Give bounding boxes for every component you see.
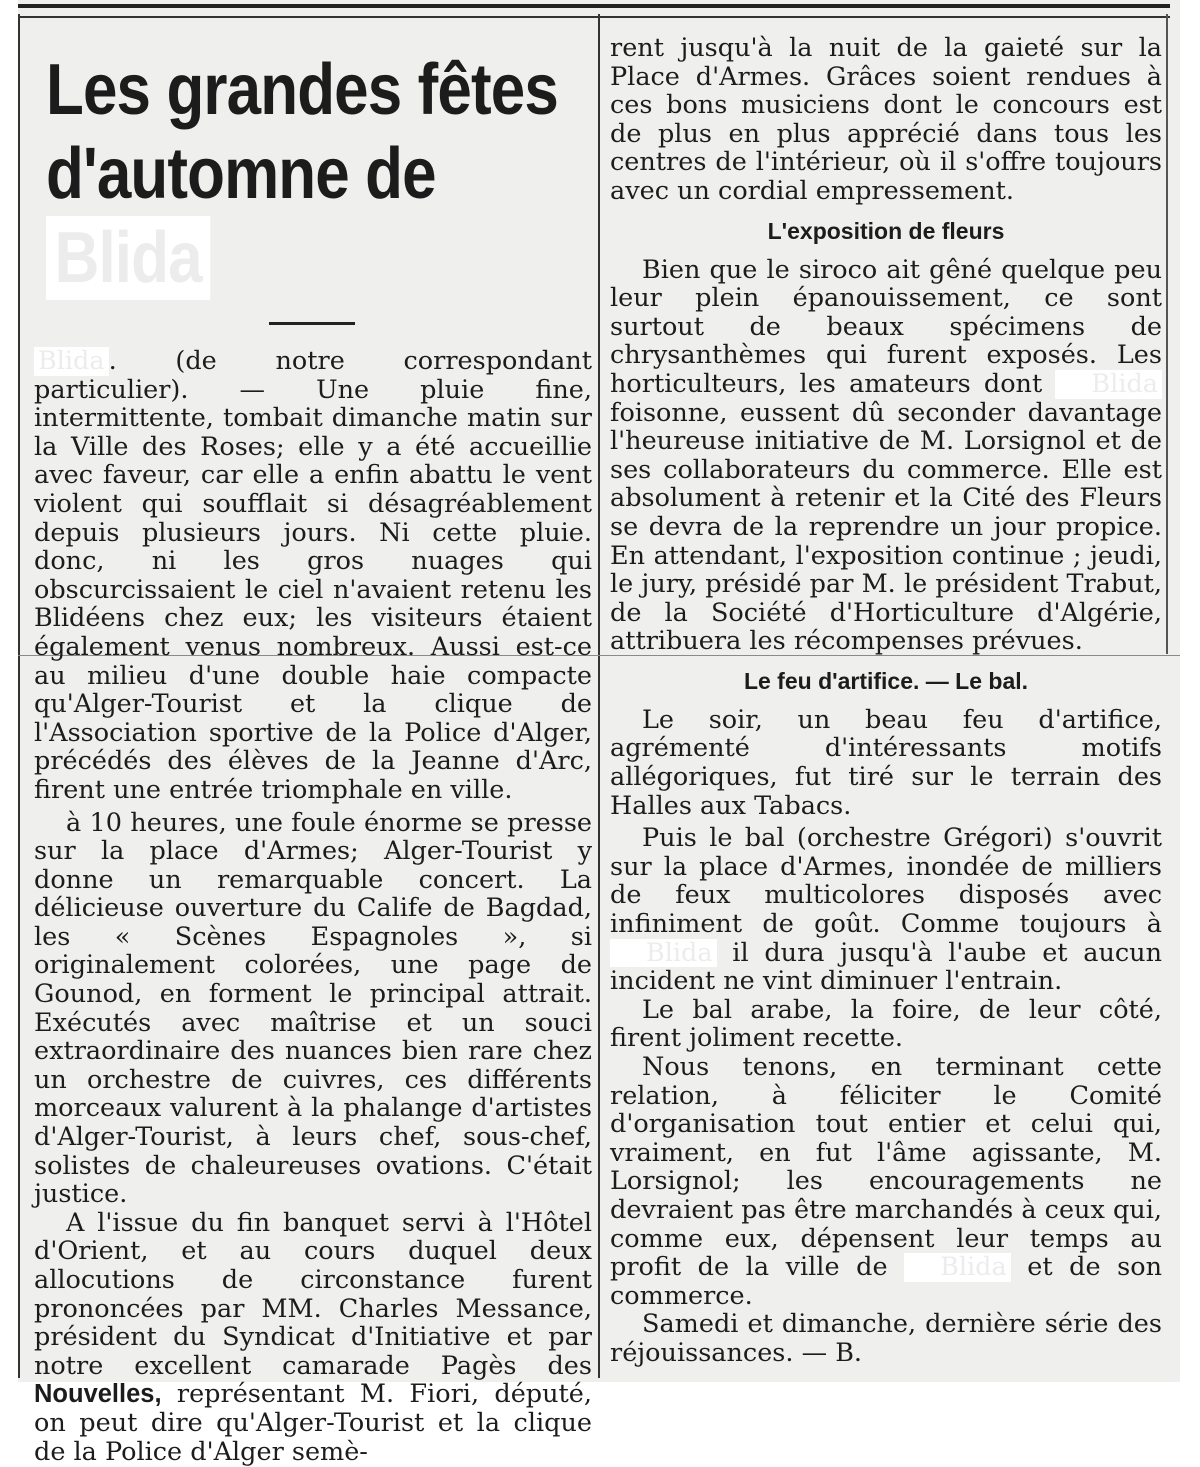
paragraph: [610, 256, 1162, 656]
subheading-flowers: L'exposition de fleurs: [767, 217, 1005, 244]
redaction: Blida: [1055, 370, 1162, 399]
column-rule: [598, 14, 600, 1378]
paragraph-text: représentant M. Fiori, député, on peut dire qu'Alger-Tourist et la clique de la Police d'Alger semè-: [34, 1379, 592, 1467]
paragraph: [610, 824, 1162, 996]
dateline-redaction: Blida: [34, 347, 109, 376]
right-rule: [1166, 14, 1168, 654]
newspaper-name: Nouvelles,: [34, 1380, 162, 1409]
paragraph: à 10 heures, une foule énorme se presse sur la place d'Armes; Alger-Tourist y donne un remarquable concert. La délicieuse ouverture du Calife de Bagdad, les « Scènes Espagnoles », si originalement colorées, une page de Gounod, en forment le principal attrait. Exécutés avec maîtrise et un souci extraordinaire des nuances bien rare chez un orchestre de cuivres, ces différents morceaux valurent à la phalange d'artistes d'Alger-Tourist, à leurs chef, sous-chef, solistes de chaleureuses ovations. C'était justice.: [34, 807, 592, 1210]
headline-text: Les grandes fêtes d'automne de: [46, 50, 558, 214]
paragraph-text: Nous tenons, en terminant cette relation, à féliciter le Comité d'organisation tout entier et celui qui, vraiment, en fut l'âme agissante, M. Lorsignol; les encouragements ne devraient pas être marchandés à ceux qui, comme eux, dépensent leur temps au profit de la ville de: [610, 1052, 1162, 1283]
paragraph-text: foisonne, eussent dû seconder davantage l'heureuse initiative de M. Lorsignol et de ses collaborateurs du commerce. Elle est absolument à retenir et la Cité des Fleurs se devra de la reprendre un jour propice. En attendant, l'exposition continue ; jeudi, le jury, présidé par M. le président Trabut, de la Société d'Horticulture d'Algérie, attribuera les récompenses prévues.: [610, 397, 1162, 657]
paragraph: [610, 1053, 1162, 1310]
headline-separator: [269, 322, 355, 325]
paragraph-text: il dura jusqu'à l'aube et aucun incident ne vint diminuer l'entrain.: [610, 937, 1162, 997]
newspaper-clipping: [18, 0, 1180, 1467]
paragraph: [34, 1209, 592, 1466]
redaction: Blida: [904, 1253, 1011, 1282]
headline-redaction: Blida: [46, 216, 210, 300]
subheading-fireworks: Le feu d'artifice. — Le bal.: [743, 667, 1029, 694]
paragraph-text: Puis le bal (orchestre Grégori) s'ouvrit sur la place d'Armes, inondée de milliers de feux multicolores disposés avec infiniment de goût. Comme toujours à: [610, 823, 1162, 940]
paragraph: Le bal arabe, la foire, de leur côté, firent joliment recette.: [610, 994, 1162, 1054]
paragraph-text: A l'issue du fin banquet servi à l'Hôtel d'Orient, et au cours duquel deux allocutions de circonstance furent prononcées par MM. Charles Messance, président du Syndicat d'Initiative et par notre excellent camarade Pagès des: [34, 1207, 592, 1381]
left-column: [34, 34, 592, 1466]
paragraph-text: . (de notre correspondant particulier). — Une pluie fine, intermittente, tombait dimanche matin sur la Ville des Roses; elle y a été accueillie avec faveur, car elle a enfin abattu le vent violent qui soufflait si désagréablement depuis plusieurs jours. Ni cette pluie. donc, ni les gros nuages qui obscurcissaient le ciel n'avaient retenu les Blidéens chez eux; les visiteurs étaient également venus nombreux. Aussi est-ce au milieu d'une double haie compacte qu'Alger-Tourist et la clique de l'Association sportive de la Police d'Alger, précédés des élèves de la Jeanne d'Arc, firent une entrée triomphale en ville.: [34, 346, 592, 805]
paragraph: Samedi et dimanche, dernière série des réjouissances. — B.: [610, 1309, 1162, 1368]
top-rule: [18, 4, 1170, 18]
paragraph: rent jusqu'à la nuit de la gaieté sur la Place d'Armes. Grâces soient rendues à ces bons musiciens dont le concours est de plus en plus apprécié dans tous les centres de l'intérieur, où il s'offre toujours avec un cordial empressement.: [610, 33, 1162, 206]
right-column: [610, 34, 1162, 1368]
paragraph: Le soir, un beau feu d'artifice, agrémenté d'intéressants motifs allégoriques, fut tiré sur le terrain des Halles aux Tabacs.: [610, 704, 1162, 821]
headline: [46, 48, 596, 300]
paragraph: [34, 347, 592, 805]
left-rule: [18, 14, 20, 1378]
paragraph-text: Bien que le siroco ait gêné quelque peu leur plein épanouissement, ce sont surtout de beaux spécimens de chrysanthèmes qui furent exposés. Les horticulteurs, les amateurs dont: [610, 254, 1162, 399]
paragraph-text: et de son commerce.: [610, 1252, 1163, 1311]
redaction: Blida: [610, 939, 717, 968]
